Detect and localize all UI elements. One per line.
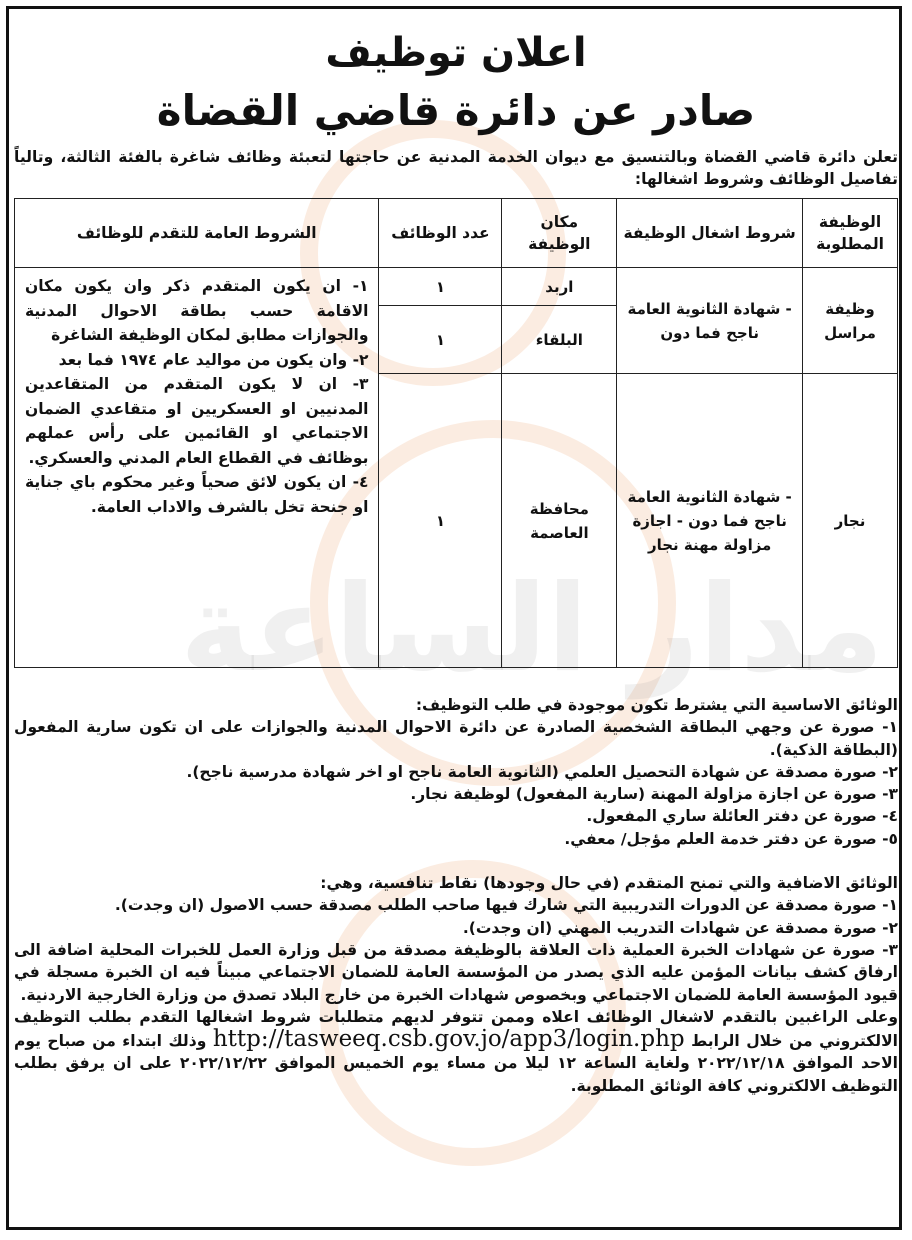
location-balqa: البلقاء [502,306,617,374]
intro-paragraph: تعلن دائرة قاضي القضاة وبالتنسيق مع ديوان الخدمة المدنية عن حاجتها لتعبئة وظائف شاغرة بالفئة الثالثة، وتالياً تفاصيل الوظائف وشروط اشغالها: [14,148,898,188]
list-item: ٣- صورة عن شهادات الخبرة العملية ذات العلاقة بالوظيفة مصدقة من قبل وزارة العمل للخبرات المحلية اضافة الى ارفاق كشف بيانات المؤمن عليه الذي يصدر من المؤسسة العامة للضمان الاجتماعي مبيناً فيه ان الخبرة مسجلة في قيود المؤسسة العامة للضمان الاجتماعي وبخصوص شهادات الخبرة من خارج البلاد تصدق من وزارة الخارجية الاردنية. [14,940,898,1004]
header-count: عدد الوظائف [379,199,502,268]
page-subtitle: صادر عن دائرة قاضي القضاة [156,86,756,135]
table-row [15,268,898,306]
closing-paragraph [14,1006,898,1097]
count-irbid: ١ [379,268,502,306]
general-conditions [15,268,379,668]
condition-item: ١- ان يكون المتقدم ذكر وان يكون مكان الاقامة حسب بطاقة الاحوال المدنية والجوازات مطابق لمكان الوظيفة الشاغرة [25,277,369,344]
list-item: ٢- صورة مصدقة عن شهادات التدريب المهني (ان وجدت). [462,918,898,937]
list-item: ١- صورة عن وجهي البطاقة الشخصية الصادرة عن دائرة الاحوال المدنية والجوازات على ان تكون سارية المفعول (البطاقة الذكية). [14,718,898,759]
condition-item: ٢- وان يكون من مواليد عام ١٩٧٤ فما بعد [58,350,369,369]
job-messenger: وظيفة مراسل [803,268,898,374]
condition-item: ٣- ان لا يكون المتقدم من المتقاعدين المدنيين او العسكريين او متقاعدي الضمان الاجتماعي او القائمين على رأس عملهم بوظائف في القطاع العام المدني والعسكري. [25,375,369,467]
requirements-carpenter: - شهادة الثانوية العامة ناجح فما دون - اجازة مزاولة مهنة نجار [617,374,803,668]
header-job: الوظيفة المطلوبة [803,199,898,268]
list-item: ٤- صورة عن دفتر العائلة ساري المفعول. [586,807,898,826]
extra-docs-heading: الوثائق الاضافية والتي تمنح المتقدم (في حال وجودها) نقاط تنافسية، وهي: [320,874,898,893]
closing-text: وعلى الراغبين بالتقدم لاشغال الوظائف اعلاه وممن تتوفر لديهم متطلبات شروط اشغالها التقدم بطلب التوظيف الالكتروني من خلال الرابط [14,1007,898,1051]
page-title: اعلان توظيف [325,30,587,76]
location-capital: محافظة العاصمة [502,374,617,668]
header-location: مكان الوظيفة [502,199,617,268]
count-balqa: ١ [379,306,502,374]
header-general-conditions: الشروط العامة للتقدم للوظائف [15,199,379,268]
list-item: ١- صورة مصدقة عن الدورات التدريبية التي شارك فيها صاحب الطلب مصدقة حسب الاصول (ان وجدت). [114,896,898,915]
location-irbid: اربد [502,268,617,306]
count-capital: ١ [379,374,502,668]
application-link[interactable]: http://tasweeq.csb.gov.jo/app3/login.php [212,1026,685,1053]
header-requirements: شروط اشغال الوظيفة [617,199,803,268]
condition-item: ٤- ان يكون لائق صحياً وغير محكوم باي جناية او جنحة تخل بالشرف والاداب العامة. [25,473,369,516]
list-item: ٢- صورة مصدقة عن شهادة التحصيل العلمي (الثانوية العامة ناجح او اخر شهادة مدرسية ناجح). [186,762,898,781]
watermark-logo-text: مدار الساعة [180,560,884,699]
table-header-row [15,199,898,268]
job-carpenter: نجار [803,374,898,668]
list-item: ٥- صورة عن دفتر خدمة العلم مؤجل/ معفي. [564,829,898,848]
requirements-messenger: - شهادة الثانوية العامة ناجح فما دون [617,268,803,374]
jobs-table [14,198,898,668]
closing-dates: وذلك ابتداء من صباح يوم الاحد الموافق ٢٠٢٢/١٢/١٨ ولغاية الساعة ١٢ ليلا من مساء يوم الخميس الموافق ٢٠٢٢/١٢/٢٢ على ان يرفق بطلب التوظيف الالكتروني كافة الوثائق المطلوبة. [14,1032,898,1095]
basic-docs-heading: الوثائق الاساسية التي يشترط تكون موجودة في طلب التوظيف: [415,696,898,714]
list-item: ٣- صورة عن اجازة مزاولة المهنة (سارية المفعول) لوظيفة نجار. [410,785,898,804]
documents-section [14,694,898,1097]
